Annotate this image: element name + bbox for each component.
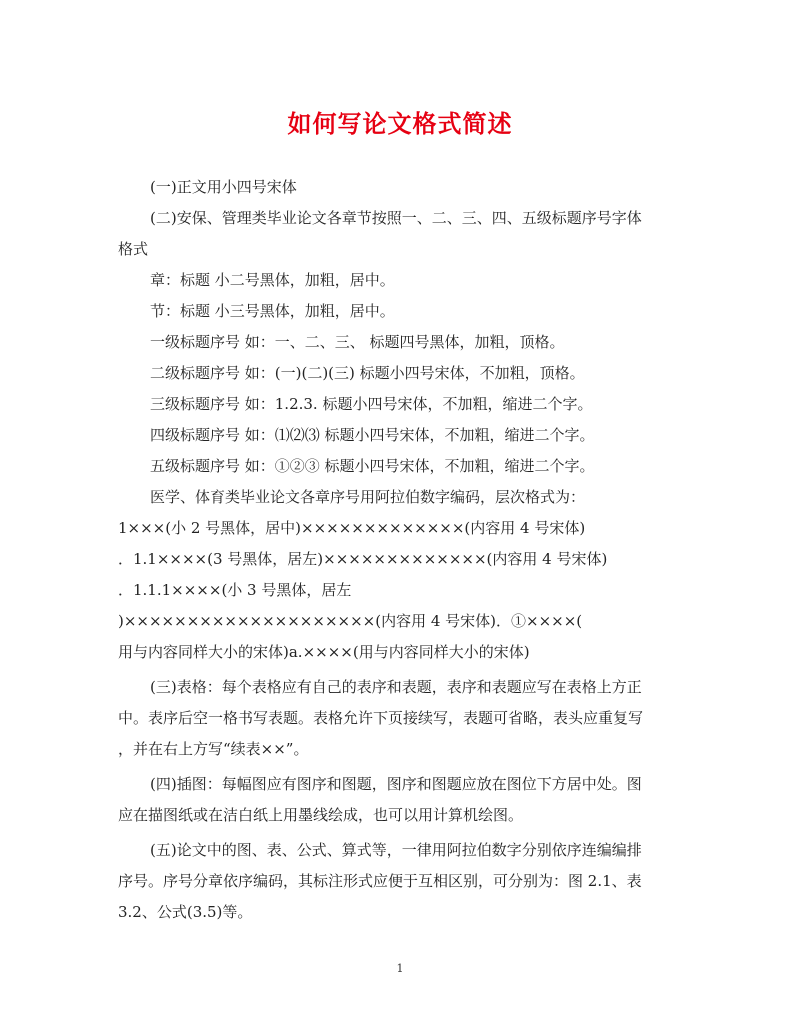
paragraph-line: 章：标题 小二号黑体，加粗，居中。 — [150, 271, 395, 289]
paragraph-line: ．1.1××××(3 号黑体，居左)×××××××××××××(内容用 4 号宋体) — [118, 550, 608, 568]
paragraph-line: 3.2、公式(3.5)等。 — [118, 903, 253, 921]
paragraph-line: 用与内容同样大小的宋体)a.××××(用与内容同样大小的宋体) — [118, 643, 530, 661]
paragraph-line: )××××××××××××××××××××(内容用 4 号宋体)．①××××( — [118, 612, 583, 630]
paragraph-line: 三级标题序号 如：1.2.3. 标题小四号宋体，不加粗，缩进二个字。 — [150, 395, 593, 413]
paragraph-line: (五)论文中的图、表、公式、算式等，一律用阿拉伯数字分别依序连编编排 — [150, 841, 642, 859]
paragraph-line: (一)正文用小四号宋体 — [150, 178, 297, 196]
paragraph-line: 二级标题序号 如：(一)(二)(三) 标题小四号宋体，不加粗，顶格。 — [150, 364, 585, 382]
paragraph-line: ．1.1.1××××(小 3 号黑体，居左 — [118, 581, 352, 599]
paragraph-line: 1×××(小 2 号黑体，居中)×××××××××××××(内容用 4 号宋体) — [118, 519, 586, 537]
paragraph-line: 中。表序后空一格书写表题。表格允许下页接续写，表题可省略，表头应重复写 — [118, 709, 644, 727]
paragraph-line: (四)插图：每幅图应有图序和图题，图序和图题应放在图位下方居中处。图 — [150, 775, 642, 793]
paragraph-line: 应在描图纸或在洁白纸上用墨线绘成，也可以用计算机绘图。 — [118, 806, 524, 824]
paragraph-line: ，并在右上方写“续表××”。 — [118, 740, 309, 758]
paragraph-line: 格式 — [118, 240, 149, 258]
document-body — [118, 172, 684, 928]
paragraph-line: 医学、体育类毕业论文各章序号用阿拉伯数字编码，层次格式为： — [150, 488, 586, 506]
paragraph-line: 一级标题序号 如：一、二、三、 标题四号黑体，加粗，顶格。 — [150, 333, 565, 351]
paragraph-line: 序号。序号分章依序编码，其标注形式应便于互相区别，可分别为：图 2.1、表 — [118, 872, 642, 890]
paragraph-line: (三)表格：每个表格应有自己的表序和表题，表序和表题应写在表格上方正 — [150, 678, 642, 696]
paragraph-line: 五级标题序号 如：①②③ 标题小四号宋体，不加粗，缩进二个字。 — [150, 457, 595, 475]
page-number: 1 — [396, 962, 404, 975]
paragraph-line: (二)安保、管理类毕业论文各章节按照一、二、三、四、五级标题序号字体 — [150, 209, 642, 227]
paragraph-line: 节：标题 小三号黑体，加粗，居中。 — [150, 302, 395, 320]
document-title: 如何写论文格式简述 — [287, 109, 513, 138]
paragraph-line: 四级标题序号 如：⑴⑵⑶ 标题小四号宋体，不加粗，缩进二个字。 — [150, 426, 595, 444]
